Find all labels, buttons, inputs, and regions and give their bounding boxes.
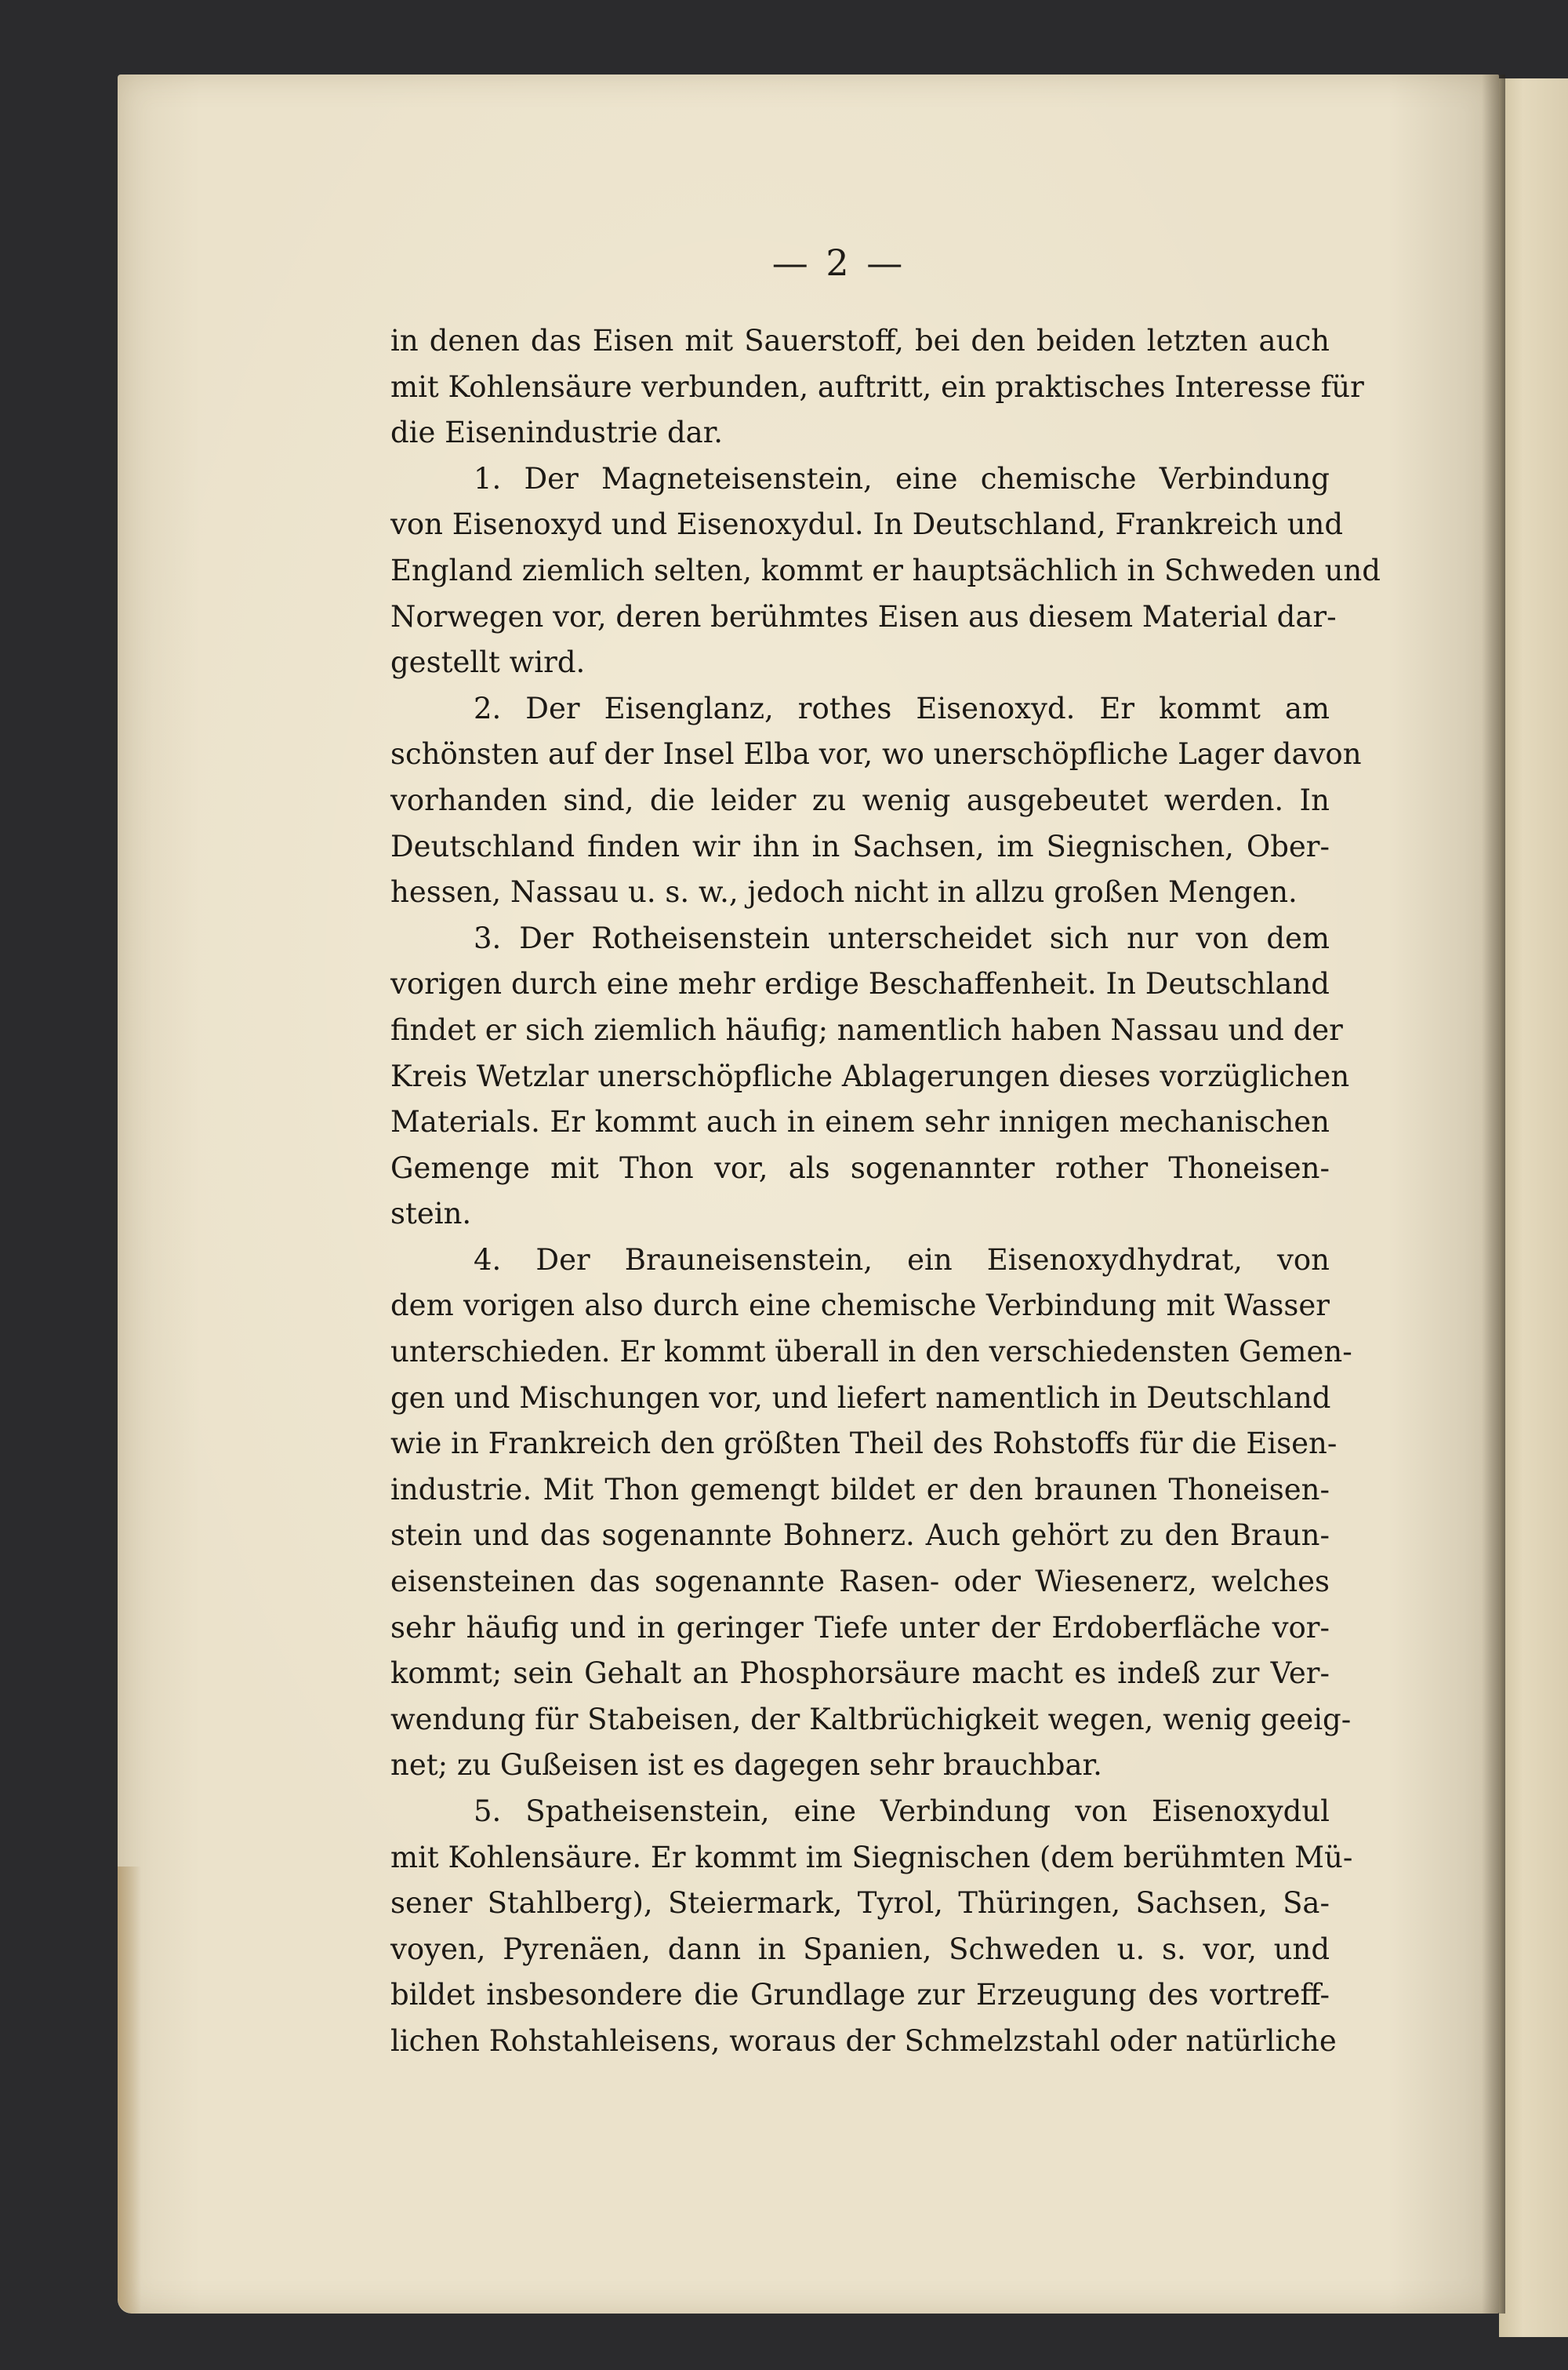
text-line: 1. Der Magneteisenstein, eine chemische Verbindung <box>474 461 1330 496</box>
page-number: — 2 — <box>771 242 906 284</box>
text-line: 5. Spatheisenstein, eine Verbindung von Eisenoxydul <box>474 1794 1330 1828</box>
text-line: 3. Der Rotheisenstein unterscheidet sich nur von dem <box>474 921 1330 955</box>
text-line: 4. Der Brauneisenstein, ein Eisenoxydhydrat, von <box>474 1242 1330 1277</box>
text-line: sehr häufig und in geringer Tiefe unter der Erdoberfläche vor- <box>390 1610 1330 1645</box>
text-line: hessen, Nassau u. s. w., jedoch nicht in allzu großen Mengen. <box>390 875 1298 910</box>
text-line: bildet insbesondere die Grundlage zur Erzeugung des vortreff- <box>390 1978 1330 2012</box>
text-line: Gemenge mit Thon vor, als sogenannter rother Thoneisen- <box>390 1150 1330 1185</box>
text-line: mit Kohlensäure. Er kommt im Siegnischen (dem berühmten Mü- <box>390 1840 1353 1874</box>
text-line: wie in Frankreich den größten Theil des Rohstoffs für die Eisen- <box>390 1427 1338 1461</box>
text-line: voyen, Pyrenäen, dann in Spanien, Schweden u. s. vor, und <box>390 1932 1330 1966</box>
text-line: unterschieden. Er kommt überall in den verschiedensten Gemen- <box>390 1335 1352 1369</box>
text-line: Materials. Er kommt auch in einem sehr innigen mechanischen <box>390 1105 1330 1140</box>
text-line: stein und das sogenannte Bohnerz. Auch gehört zu den Braun- <box>390 1518 1330 1553</box>
text-line: wendung für Stabeisen, der Kaltbrüchigkeit wegen, wenig geeig- <box>390 1702 1352 1736</box>
text-line: Norwegen vor, deren berühmtes Eisen aus diesem Material dar- <box>390 599 1337 634</box>
text-line: gestellt wird. <box>390 645 586 680</box>
gutter-shadow <box>1482 75 1505 2314</box>
text-line: vorigen durch eine mehr erdige Beschaffenheit. In Deutschland <box>390 967 1330 1001</box>
text-line: industrie. Mit Thon gemengt bildet er den braunen Thoneisen- <box>390 1472 1330 1507</box>
text-line: in denen das Eisen mit Sauerstoff, bei den beiden letzten auch <box>390 324 1330 358</box>
text-line: Kreis Wetzlar unerschöpfliche Ablagerungen dieses vorzüglichen <box>390 1059 1350 1093</box>
text-line: vorhanden sind, die leider zu wenig ausgebeutet werden. In <box>390 783 1330 817</box>
text-line: von Eisenoxyd und Eisenoxydul. In Deutschland, Frankreich und <box>390 507 1344 542</box>
text-line: findet er sich ziemlich häufig; namentlich haben Nassau und der <box>390 1012 1343 1047</box>
text-line: eisensteinen das sogenannte Rasen- oder Wiesenerz, welches <box>390 1565 1330 1599</box>
text-line: stein. <box>390 1197 472 1231</box>
next-page-edge <box>1499 78 1568 2337</box>
text-line: kommt; sein Gehalt an Phosphorsäure macht es indeß zur Ver- <box>390 1656 1330 1691</box>
text-line: England ziemlich selten, kommt er hauptsächlich in Schweden und <box>390 553 1381 587</box>
body-text <box>390 318 1381 2065</box>
text-line: Deutschland finden wir ihn in Sachsen, im Siegnischen, Ober- <box>390 829 1330 863</box>
text-line: sener Stahlberg), Steiermark, Tyrol, Thüringen, Sachsen, Sa- <box>390 1886 1330 1921</box>
worn-page-edge <box>118 1867 141 2314</box>
text-line: 2. Der Eisenglanz, rothes Eisenoxyd. Er kommt am <box>474 691 1330 725</box>
text-line: gen und Mischungen vor, und liefert namentlich in Deutschland <box>390 1380 1331 1415</box>
text-line: lichen Rohstahleisens, woraus der Schmelzstahl oder natürliche <box>390 2023 1337 2058</box>
text-line: die Eisenindustrie dar. <box>390 416 724 450</box>
text-line: dem vorigen also durch eine chemische Verbindung mit Wasser <box>390 1289 1330 1323</box>
text-line: net; zu Gußeisen ist es dagegen sehr brauchbar. <box>390 1748 1102 1783</box>
text-line: schönsten auf der Insel Elba vor, wo unerschöpfliche Lager davon <box>390 737 1362 772</box>
text-line: mit Kohlensäure verbunden, auftritt, ein praktisches Interesse für <box>390 369 1364 404</box>
